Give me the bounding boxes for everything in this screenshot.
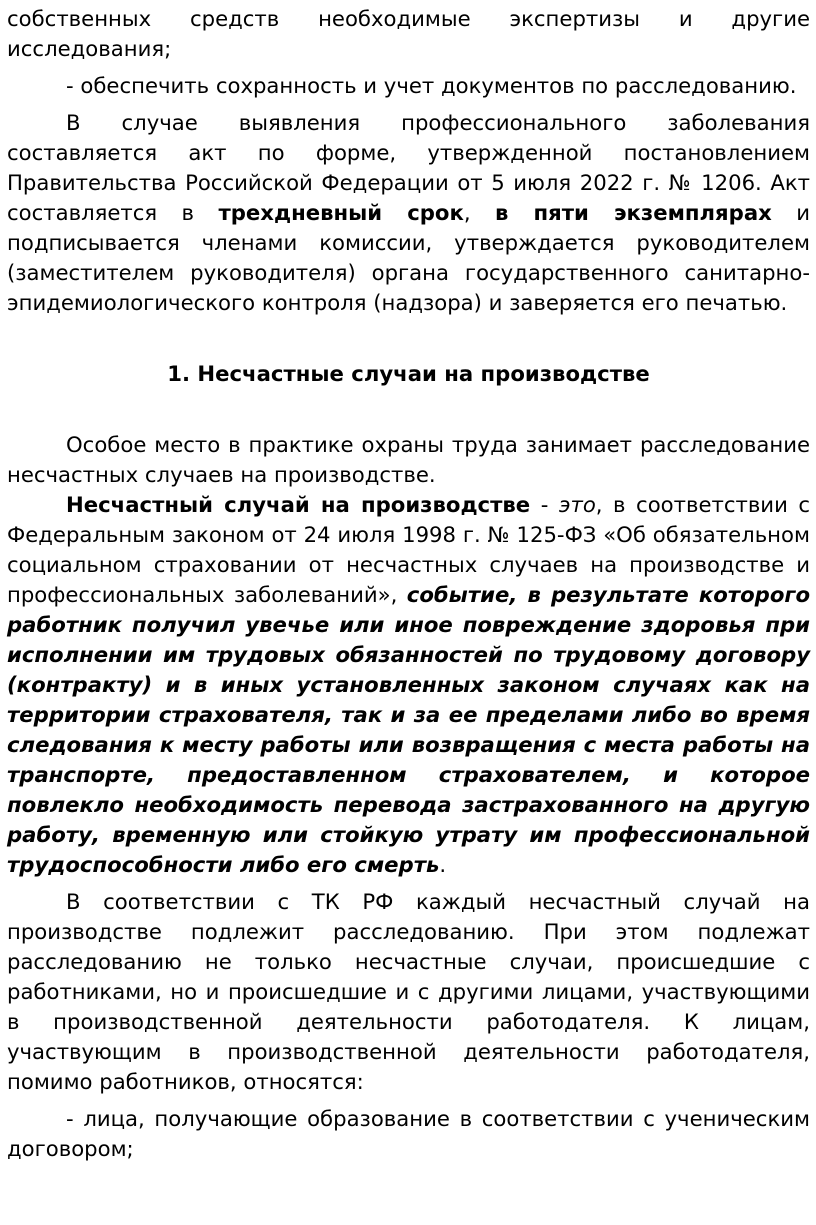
paragraph-text: Особое место в практике охраны труда занимает расследование несчастных случаев на производстве. <box>7 432 810 487</box>
paragraph-text: - обеспечить сохранность и учет документов по расследованию. <box>66 73 797 98</box>
defined-term: Несчастный случай на производстве <box>66 492 531 517</box>
paragraph-text: собственных средств необходимые экспертизы и другие исследования; <box>7 6 810 61</box>
paragraph-text: и подписывается членами комиссии, утверждается руководителем (заместителем руководителя) органа государственного санитарно-эпидемиологического контроля (надзора) и заверяется его печатью. <box>7 200 810 315</box>
paragraph-occupational-disease-act <box>7 108 810 318</box>
paragraph-text: В соответствии с ТК РФ каждый несчастный случай на производстве подлежит расследованию. При этом подлежат расследованию не только несчастные случаи, происшедшие с работниками, но и происшедшие и с другими лицами, участвующими в производственной деятельности работодателя. К лицам, участвующим в производственной деятельности работодателя, помимо работников, относятся: <box>7 889 810 1094</box>
section-heading: 1. Несчастные случаи на производстве <box>167 361 650 386</box>
list-item-documents <box>7 71 810 101</box>
paragraph-text: В случае выявления профессионального заболевания составляется акт по форме, утвержденной постановлением Правительства Российской Федерации от 5 июля 2022 г. № 1206. Акт составляется в <box>7 110 810 225</box>
paragraph-text: , <box>463 200 496 225</box>
paragraph-investigation-scope <box>7 887 810 1097</box>
paragraph-text: - <box>530 492 559 517</box>
paragraph-intro-accidents <box>7 430 810 490</box>
paragraph-continuation <box>7 4 810 64</box>
paragraph-accident-definition <box>7 490 810 880</box>
emphasis-five-copies: в пяти экземплярах <box>495 200 772 225</box>
list-item-students <box>7 1104 810 1164</box>
italic-word: это <box>558 492 596 517</box>
paragraph-text: - лица, получающие образование в соответствии с ученическим договором; <box>7 1106 810 1161</box>
paragraph-text: , в соответствии с Федеральным законом от 24 июля 1998 г. № 125-ФЗ «Об обязательном социальном страховании от несчастных случаев на производстве и профессиональных заболеваний», <box>7 492 811 607</box>
document-page <box>7 4 810 1164</box>
paragraph-text: . <box>439 852 447 877</box>
definition-text: событие, в результате которого работник получил увечье или иное повреждение здоровья при исполнении им трудовых обязанностей по трудовому договору (контракту) и в иных установленных законом случаях как на территории страхователя, так и за ее пределами либо во время следования к месту работы или возвращения с места работы на транспорте, предоставленном страхователем, и которое повлекло необходимость перевода застрахованного на другую работу, временную или стойкую утрату им профессиональной трудоспособности либо его смерть <box>7 582 810 877</box>
emphasis-three-day-term: трехдневный срок <box>218 200 464 225</box>
